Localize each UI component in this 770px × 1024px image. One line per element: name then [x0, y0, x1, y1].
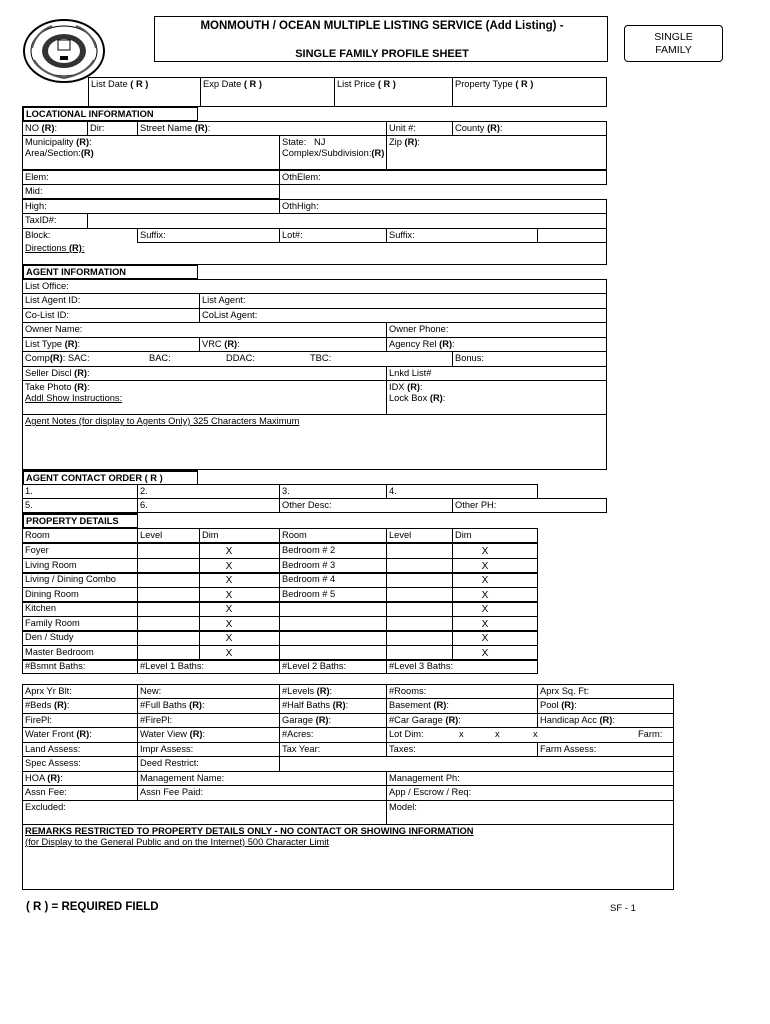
- agent-section-header: AGENT INFORMATION: [22, 264, 198, 279]
- ddac-label: DDAC:: [226, 353, 255, 363]
- no-field[interactable]: NO (R):: [22, 121, 88, 136]
- acres-field[interactable]: #Acres:: [279, 727, 387, 743]
- vrc-field[interactable]: VRC (R):: [199, 337, 387, 352]
- block-field[interactable]: Block:: [22, 228, 138, 243]
- state-field[interactable]: State: NJ Complex/Subdivision:(R): [279, 135, 387, 170]
- basement-field[interactable]: Basement (R):: [386, 698, 538, 714]
- room-level-right[interactable]: [386, 630, 453, 646]
- room-dim-left[interactable]: [199, 601, 280, 617]
- high-field[interactable]: High:: [22, 199, 280, 214]
- dim-x-mark: X: [481, 648, 489, 659]
- handicap-acc-field[interactable]: Handicap Acc (R):: [537, 713, 674, 728]
- remarks-title: REMARKS RESTRICTED TO PROPERTY DETAILS ONLY - NO CONTACT OR SHOWING INFORMATION: [25, 826, 474, 836]
- other-desc-field[interactable]: Other Desc:: [279, 498, 453, 513]
- garage-field[interactable]: Garage (R):: [279, 713, 387, 728]
- excluded-field[interactable]: Excluded:: [22, 800, 387, 825]
- room-level-left[interactable]: [137, 543, 200, 559]
- deed-restrict-field[interactable]: Deed Restrict:: [137, 756, 280, 772]
- list-date-field[interactable]: List Date ( R ): [88, 77, 201, 107]
- lot-field[interactable]: Lot#:: [279, 228, 387, 243]
- spec-blank-field[interactable]: [279, 756, 674, 772]
- taxid-value-field[interactable]: [87, 213, 607, 229]
- property-type-field[interactable]: Property Type ( R ): [452, 77, 607, 107]
- list-agent-field[interactable]: List Agent:: [199, 293, 607, 309]
- contact-1-field[interactable]: 1.: [22, 484, 138, 499]
- othelem-field[interactable]: OthElem:: [279, 170, 607, 185]
- property-type-line2: FAMILY: [655, 44, 692, 56]
- room-name-right: Bedroom # 4: [279, 572, 387, 588]
- room-header-right: Room: [279, 528, 387, 543]
- county-field[interactable]: County (R):: [452, 121, 607, 136]
- agency-rel-field[interactable]: Agency Rel (R):: [386, 337, 607, 352]
- list-office-field[interactable]: List Office:: [22, 279, 607, 294]
- aprx-sq-ft-field[interactable]: Aprx Sq. Ft:: [537, 684, 674, 699]
- contact-order-header: AGENT CONTACT ORDER ( R ): [22, 470, 198, 485]
- room-dim-left[interactable]: [199, 572, 280, 588]
- bonus-field[interactable]: Bonus:: [452, 351, 607, 367]
- farm-label: Farm:: [638, 729, 663, 739]
- dim-header-right: Dim: [452, 528, 538, 543]
- remarks-field[interactable]: [22, 824, 674, 890]
- seller-discl-field[interactable]: Seller Discl (R):: [22, 366, 387, 381]
- owner-name-field[interactable]: Owner Name:: [22, 322, 387, 338]
- room-level-left[interactable]: [137, 572, 200, 588]
- contact-6-field[interactable]: 6.: [137, 498, 280, 513]
- directions-field[interactable]: Directions (R):: [22, 242, 607, 265]
- contact-4-field[interactable]: 4.: [386, 484, 538, 499]
- lnkd-list-field[interactable]: Lnkd List#: [386, 366, 607, 381]
- water-view-field[interactable]: Water View (R):: [137, 727, 280, 743]
- dim-x-mark: X: [481, 590, 489, 601]
- take-photo-field[interactable]: Take Photo (R): Addl Show Instructions:: [22, 380, 387, 415]
- comp-row[interactable]: Comp(R): SAC:: [22, 351, 453, 367]
- room-name-left: Living / Dining Combo: [22, 572, 138, 588]
- beds-field[interactable]: #Beds (R):: [22, 698, 138, 714]
- dim-x-mark: X: [481, 604, 489, 615]
- zip-field[interactable]: Zip (R):: [386, 135, 607, 170]
- unit-field[interactable]: Unit #:: [386, 121, 453, 136]
- mid-field[interactable]: Mid:: [22, 184, 280, 199]
- dir-field[interactable]: Dir:: [87, 121, 138, 136]
- taxes-field[interactable]: Taxes:: [386, 742, 538, 757]
- list-agent-id-field[interactable]: List Agent ID:: [22, 293, 200, 309]
- dim-x-mark: X: [481, 546, 489, 557]
- room-name-left: Master Bedroom: [22, 645, 138, 661]
- dim-x-mark: X: [225, 590, 233, 601]
- form-subtitle: SINGLE FAMILY PROFILE SHEET: [295, 48, 469, 60]
- exp-date-field[interactable]: Exp Date ( R ): [200, 77, 335, 107]
- level3-baths-field[interactable]: #Level 3 Baths:: [386, 659, 538, 674]
- level2-baths-field[interactable]: #Level 2 Baths:: [279, 659, 387, 674]
- list-type-field[interactable]: List Type (R):: [22, 337, 200, 352]
- room-level-left[interactable]: [137, 630, 200, 646]
- room-name-right: [279, 601, 387, 617]
- management-ph-field[interactable]: Management Ph:: [386, 771, 674, 786]
- contact-2-field[interactable]: 2.: [137, 484, 280, 499]
- firepl-field[interactable]: FirePl:: [22, 713, 138, 728]
- tax-year-field[interactable]: Tax Year:: [279, 742, 387, 757]
- car-garage-field[interactable]: #Car Garage (R):: [386, 713, 538, 728]
- pool-field[interactable]: Pool (R):: [537, 698, 674, 714]
- aprx-yr-blt-field[interactable]: Aprx Yr Blt:: [22, 684, 138, 699]
- suffix-field[interactable]: Suffix:: [137, 228, 280, 243]
- room-level-right[interactable]: [386, 543, 453, 559]
- locational-section-header: LOCATIONAL INFORMATION: [22, 106, 198, 121]
- tbc-label: TBC:: [310, 353, 332, 363]
- room-name-left: Dining Room: [22, 587, 138, 603]
- street-name-field[interactable]: Street Name (R):: [137, 121, 387, 136]
- dim-x-mark: X: [225, 648, 233, 659]
- list-price-field[interactable]: List Price ( R ): [334, 77, 453, 107]
- dim-x-mark: X: [481, 619, 489, 630]
- room-name-right: Bedroom # 2: [279, 543, 387, 559]
- required-field-note: ( R ) = REQUIRED FIELD: [26, 901, 159, 913]
- bac-label: BAC:: [149, 353, 171, 363]
- elem-field[interactable]: Elem:: [22, 170, 280, 185]
- colist-agent-field[interactable]: CoList Agent:: [199, 308, 607, 323]
- room-name-right: Bedroom # 5: [279, 587, 387, 603]
- management-name-field[interactable]: Management Name:: [137, 771, 387, 786]
- property-type-box: [624, 25, 723, 62]
- dim-x-mark: X: [481, 575, 489, 586]
- lot-dim-x2: x: [495, 729, 500, 739]
- dim-x-mark: X: [481, 561, 489, 572]
- idx-field[interactable]: IDX (R): Lock Box (R):: [386, 380, 607, 415]
- hoa-field[interactable]: HOA (R):: [22, 771, 138, 786]
- room-dim-right[interactable]: [452, 630, 538, 646]
- full-baths-field[interactable]: #Full Baths (R):: [137, 698, 280, 714]
- room-dim-left[interactable]: [199, 630, 280, 646]
- room-name-left: Den / Study: [22, 630, 138, 646]
- form-id: SF - 1: [610, 903, 636, 914]
- land-assess-field[interactable]: Land Assess:: [22, 742, 138, 757]
- assn-fee-field[interactable]: Assn Fee:: [22, 785, 138, 801]
- half-baths-field[interactable]: #Half Baths (R):: [279, 698, 387, 714]
- remarks-subtitle: (for Display to the General Public and on the Internet) 500 Character Limit: [25, 837, 329, 847]
- spec-assess-field[interactable]: Spec Assess:: [22, 756, 138, 772]
- dim-header-left: Dim: [199, 528, 280, 543]
- room-name-left: Living Room: [22, 558, 138, 574]
- dim-x-mark: X: [225, 561, 233, 572]
- municipality-field[interactable]: Municipality (R): Area/Section:(R): [22, 135, 280, 170]
- dim-x-mark: X: [225, 619, 233, 630]
- contact-5-field[interactable]: 5.: [22, 498, 138, 513]
- suffix2-field[interactable]: Suffix:: [386, 228, 538, 243]
- room-name-left: Kitchen: [22, 601, 138, 617]
- dim-x-mark: X: [481, 633, 489, 644]
- lot-dim-x1: x: [459, 729, 464, 739]
- room-level-left[interactable]: [137, 601, 200, 617]
- assn-fee-paid-field[interactable]: Assn Fee Paid:: [137, 785, 387, 801]
- othhigh-field[interactable]: OthHigh:: [279, 199, 607, 214]
- room-header-left: Room: [22, 528, 138, 543]
- level-header-left: Level: [137, 528, 200, 543]
- new-field[interactable]: New:: [137, 684, 280, 699]
- room-dim-right[interactable]: [452, 601, 538, 617]
- app-escrow-field[interactable]: App / Escrow / Req:: [386, 785, 674, 801]
- levels-field[interactable]: #Levels (R):: [279, 684, 387, 699]
- dim-x-mark: X: [225, 575, 233, 586]
- bsmnt-baths-field[interactable]: #Bsmnt Baths:: [22, 659, 138, 674]
- room-name-left: Family Room: [22, 616, 138, 632]
- other-ph-field[interactable]: Other PH:: [452, 498, 607, 513]
- dim-x-mark: X: [225, 604, 233, 615]
- mls-logo: [22, 18, 106, 84]
- num-firepl-field[interactable]: #FirePl:: [137, 713, 280, 728]
- title-box: [154, 16, 608, 62]
- water-front-field[interactable]: Water Front (R):: [22, 727, 138, 743]
- dim-x-mark: X: [225, 546, 233, 557]
- room-level-right[interactable]: [386, 572, 453, 588]
- room-dim-right[interactable]: [452, 572, 538, 588]
- level-header-right: Level: [386, 528, 453, 543]
- lot-dim-field[interactable]: Lot Dim:: [386, 727, 674, 743]
- dim-x-mark: X: [225, 633, 233, 644]
- owner-phone-field[interactable]: Owner Phone:: [386, 322, 607, 338]
- room-dim-right[interactable]: [452, 543, 538, 559]
- room-name-right: [279, 630, 387, 646]
- blank-field[interactable]: [537, 228, 607, 243]
- property-type-line1: SINGLE: [654, 31, 693, 43]
- room-level-right[interactable]: [386, 601, 453, 617]
- rooms-field[interactable]: #Rooms:: [386, 684, 538, 699]
- level1-baths-field[interactable]: #Level 1 Baths:: [137, 659, 280, 674]
- contact-3-field[interactable]: 3.: [279, 484, 387, 499]
- property-details-header: PROPERTY DETAILS: [22, 513, 138, 528]
- impr-assess-field[interactable]: Impr Assess:: [137, 742, 280, 757]
- farm-assess-field[interactable]: Farm Assess:: [537, 742, 674, 757]
- room-name-right: Bedroom # 3: [279, 558, 387, 574]
- agent-notes-field[interactable]: Agent Notes (for display to Agents Only) 325 Characters Maximum: [22, 414, 607, 470]
- model-field[interactable]: Model:: [386, 800, 674, 825]
- room-name-left: Foyer: [22, 543, 138, 559]
- room-dim-left[interactable]: [199, 543, 280, 559]
- form-title: MONMOUTH / OCEAN MULTIPLE LISTING SERVICE (Add Listing) -: [200, 20, 564, 32]
- colist-id-field[interactable]: Co-List ID:: [22, 308, 200, 323]
- taxid-field[interactable]: TaxID#:: [22, 213, 88, 229]
- lot-dim-x3: x: [533, 729, 538, 739]
